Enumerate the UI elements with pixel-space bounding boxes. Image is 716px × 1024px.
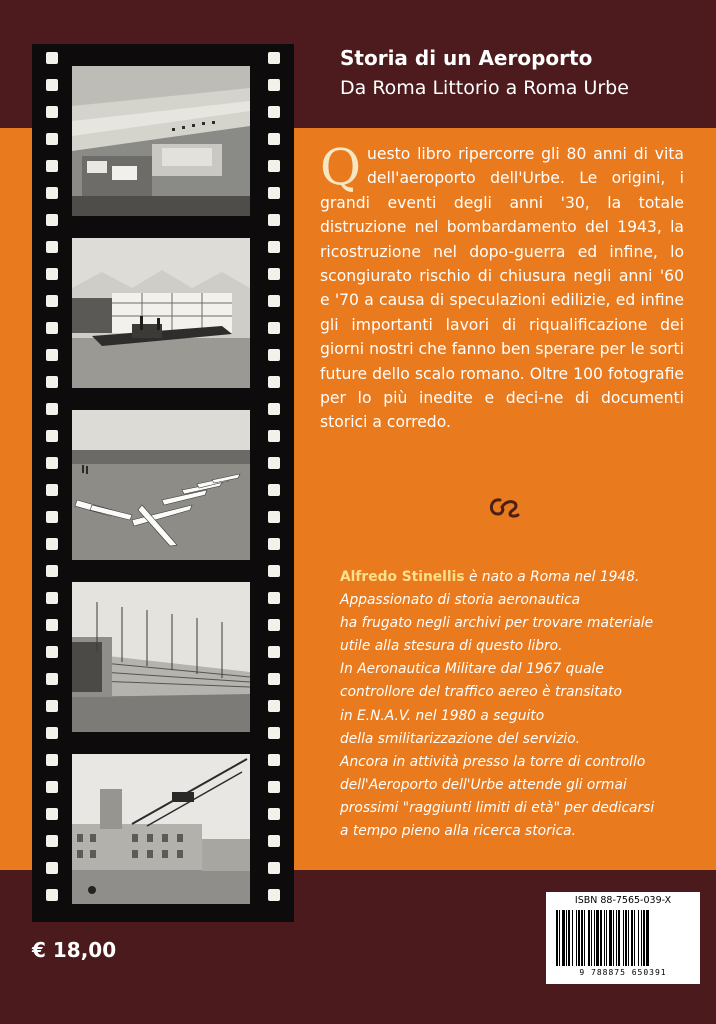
film-perforation [46, 52, 58, 64]
film-perforation [46, 160, 58, 172]
film-perforation [46, 403, 58, 415]
film-perforation [268, 700, 280, 712]
film-perforation [46, 673, 58, 685]
film-perforation [46, 781, 58, 793]
film-perforation [46, 484, 58, 496]
aerial-airport-photo [72, 66, 250, 216]
film-perforation [268, 241, 280, 253]
film-perforation [268, 808, 280, 820]
film-perforation [46, 106, 58, 118]
film-perforation [268, 214, 280, 226]
film-perforation [46, 511, 58, 523]
barcode-icon [554, 910, 692, 966]
film-perforation [268, 457, 280, 469]
book-description [320, 138, 684, 435]
bio-line: a tempo pieno alla ricerca storica. [340, 823, 577, 840]
film-perforation [46, 592, 58, 604]
film-perforation [46, 538, 58, 550]
bio-line: ha frugato negli archivi per trovare materiale [340, 615, 654, 632]
book-title: Storia di un Aeroporto [340, 46, 593, 70]
bio-line: Appassionato di storia aeronautica [340, 592, 581, 609]
film-perforation [46, 268, 58, 280]
film-perforation [268, 106, 280, 118]
film-perforation [268, 187, 280, 199]
film-perforation [268, 133, 280, 145]
film-perforation [268, 835, 280, 847]
film-perforation [268, 754, 280, 766]
bio-line: in E.N.A.V. nel 1980 a seguito [340, 707, 545, 724]
isbn-barcode-box [546, 892, 700, 984]
film-perforation [268, 646, 280, 658]
film-perforation [46, 646, 58, 658]
bio-line: utile alla stesura di questo libro. [340, 638, 563, 655]
film-perforation [46, 376, 58, 388]
film-perforation [268, 322, 280, 334]
film-perforation [268, 862, 280, 874]
film-frame-grandstand-photo [72, 582, 250, 732]
film-perforation [268, 673, 280, 685]
film-strip [32, 44, 294, 922]
hangar-photo [72, 238, 250, 388]
film-perforation [46, 700, 58, 712]
film-perforation [268, 52, 280, 64]
bio-line: è nato a Roma nel 1948. [468, 569, 640, 585]
bio-line: In Aeronautica Militare dal 1967 quale [340, 661, 604, 678]
film-frame-biplane-photo [72, 754, 250, 904]
film-perforation [268, 619, 280, 631]
film-perforation [46, 808, 58, 820]
film-frame-hangar-photo [72, 238, 250, 388]
author-bio [340, 566, 710, 843]
film-perforation [268, 538, 280, 550]
film-perforation [46, 214, 58, 226]
description-text: uesto libro ripercorre gli 80 anni di vita dell'aeroporto dell'Urbe. Le origini, i grandi eventi degli anni '30, la totale distruzione nel bombardamento del 1943, la ricostruzione nel dopo-guerra ed infine, lo scongiurato rischio di chiusura negli anni '60 e '70 a causa di speculazioni edilizie, ed infine gli importanti lavori di riqualificazione dei giorni nostri che fanno ben sperare per le sorti future dello scalo romano. Oltre 100 fotografie per lo più inedite e deci-ne di documenti storici a corredo. [320, 145, 684, 432]
isbn-label: ISBN 88-7565-039-X [574, 895, 672, 906]
film-perforation [268, 376, 280, 388]
film-perforation [46, 457, 58, 469]
film-perforation [268, 349, 280, 361]
film-perforation [46, 79, 58, 91]
bio-line: prossimi "raggiunti limiti di età" per dedicarsi [340, 799, 655, 816]
film-perforation [46, 322, 58, 334]
film-perforation [46, 835, 58, 847]
film-perforation [268, 160, 280, 172]
film-perforation [46, 727, 58, 739]
film-perforation [268, 79, 280, 91]
bio-line: Ancora in attività presso la torre di controllo [340, 753, 646, 770]
film-perforation [46, 565, 58, 577]
film-perforation [46, 889, 58, 901]
biplane-tower-photo [72, 754, 250, 904]
film-perforation [46, 430, 58, 442]
film-perforation [268, 403, 280, 415]
film-perforation [268, 781, 280, 793]
film-perforation [46, 187, 58, 199]
book-subtitle: Da Roma Littorio a Roma Urbe [340, 77, 629, 99]
film-perforation [268, 511, 280, 523]
film-perforation [46, 619, 58, 631]
film-perforation [268, 268, 280, 280]
bio-line: della smilitarizzazione del servizio. [340, 730, 581, 747]
film-perforation [268, 430, 280, 442]
grandstand-photo [72, 582, 250, 732]
ornament-icon [486, 495, 522, 524]
film-frame-aerial-photo [72, 66, 250, 216]
film-frame-gliders-photo [72, 410, 250, 560]
dropcap-letter: Q [320, 138, 361, 196]
price-label: € 18,00 [32, 938, 117, 962]
film-perforation [46, 754, 58, 766]
film-perforation [46, 241, 58, 253]
film-perforation [268, 889, 280, 901]
ean-number: 9 788875 650391 [579, 968, 667, 977]
film-perforation [268, 565, 280, 577]
film-perforation [46, 349, 58, 361]
film-perforation [46, 295, 58, 307]
film-perforation [268, 592, 280, 604]
bio-line: dell'Aeroporto dell'Urbe attende gli ormai [340, 776, 627, 793]
author-name: Alfredo Stinellis [340, 569, 465, 585]
bio-line: controllore del traffico aereo è transitato [340, 684, 622, 701]
film-perforation [46, 133, 58, 145]
film-perforation [268, 295, 280, 307]
film-perforation [46, 862, 58, 874]
gliders-photo [72, 410, 250, 560]
film-perforation [268, 727, 280, 739]
film-perforation [268, 484, 280, 496]
